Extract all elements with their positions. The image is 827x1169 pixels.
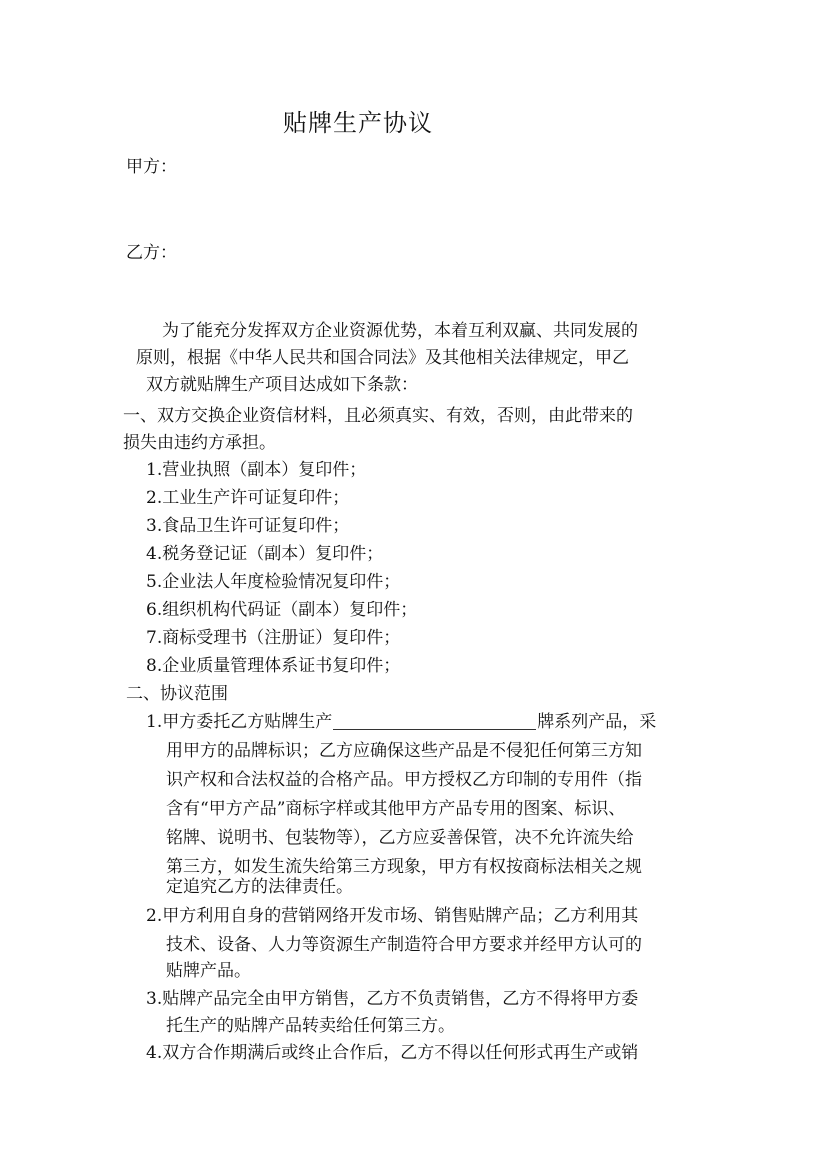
clause-line: 托生产的贴牌产品转卖给任何第三方。 xyxy=(166,1016,455,1036)
clause-line: 定追究乙方的法律责任。 xyxy=(166,877,353,897)
clause-line: 铭牌、说明书、包装物等），乙方应妥善保管，决不允许流失给 xyxy=(166,828,634,848)
clause-text: 牌系列产品，采 xyxy=(537,712,657,732)
fill-in-blank xyxy=(333,712,536,730)
list-item: 1.营业执照（副本）复印件； xyxy=(146,460,367,480)
clause-line: 3.贴牌产品完全由甲方销售，乙方不负责销售，乙方不得将甲方委 xyxy=(146,989,639,1009)
party-b-label: 乙方： xyxy=(126,243,177,263)
clause-line: 识产权和合法权益的合格产品。甲方授权乙方印制的专用件（指 xyxy=(166,770,642,790)
list-item: 3.食品卫生许可证复印件； xyxy=(146,516,350,536)
clause-text: 1.甲方委托乙方贴牌生产 xyxy=(146,712,333,732)
list-item: 5.企业法人年度检验情况复印件； xyxy=(146,572,401,592)
party-a-label: 甲方： xyxy=(126,157,177,177)
section2-heading: 二、协议范围 xyxy=(126,684,228,704)
preamble-line: 原则，根据《中华人民共和国合同法》及其他相关法律规定，甲乙 xyxy=(136,348,629,368)
preamble-line: 双方就贴牌生产项目达成如下条款： xyxy=(146,375,418,395)
list-item: 8.企业质量管理体系证书复印件； xyxy=(146,656,401,676)
clause-line: 4.双方合作期满后或终止合作后，乙方不得以任何形式再生产或销 xyxy=(146,1043,639,1063)
clause-line: 贴牌产品。 xyxy=(166,961,251,981)
document-title: 贴牌生产协议 xyxy=(283,109,433,137)
preamble-line: 为了能充分发挥双方企业资源优势，本着互利双赢、共同发展的 xyxy=(162,321,638,341)
list-item: 2.工业生产许可证复印件； xyxy=(146,488,350,508)
clause-line: 含有“甲方产品”商标字样或其他甲方产品专用的图案、标识、 xyxy=(166,799,626,819)
list-item: 7.商标受理书（注册证）复印件； xyxy=(146,628,401,648)
section1-heading: 损失由违约方承担。 xyxy=(123,433,276,453)
clause-line: 技术、设备、人力等资源生产制造符合甲方要求并经甲方认可的 xyxy=(166,935,642,955)
clause-line: 用甲方的品牌标识；乙方应确保这些产品是不侵犯任何第三方知 xyxy=(166,741,642,761)
list-item: 4.税务登记证（副本）复印件； xyxy=(146,544,384,564)
section1-heading: 一、双方交换企业资信材料，且必须真实、有效，否则，由此带来的 xyxy=(123,406,633,426)
clause-line xyxy=(146,709,656,736)
clause-line: 第三方，如发生流失给第三方现象，甲方有权按商标法相关之规 xyxy=(166,857,642,877)
list-item: 6.组织机构代码证（副本）复印件； xyxy=(146,600,418,620)
clause-line: 2.甲方利用自身的营销网络开发市场、销售贴牌产品；乙方利用其 xyxy=(146,906,639,926)
